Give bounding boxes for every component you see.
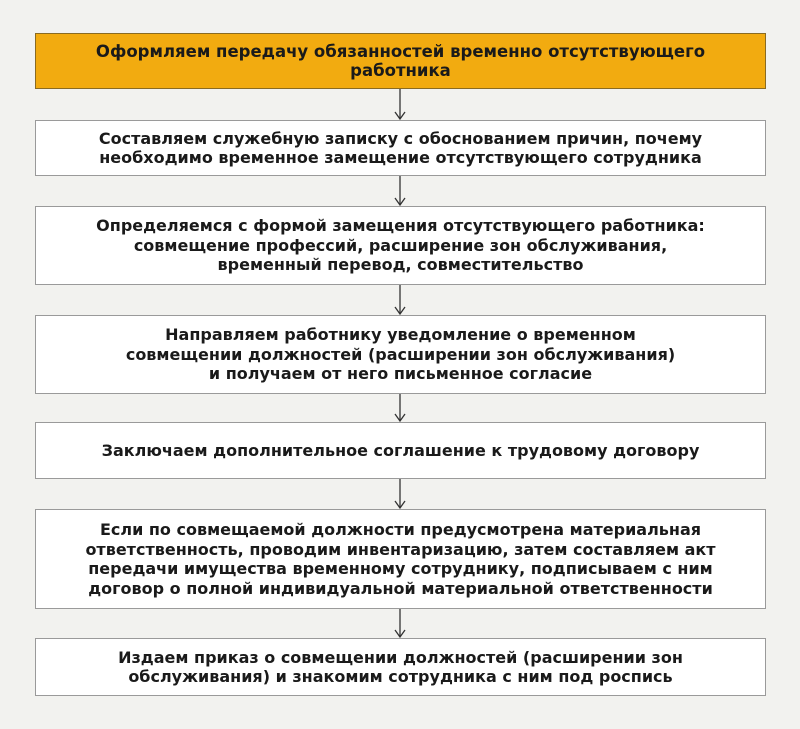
arrow-2 <box>394 176 406 206</box>
arrow-5 <box>394 479 406 509</box>
arrow-6 <box>394 609 406 638</box>
step-7: Издаем приказ о совмещении должностей (расширении зон обслуживания) и знакомим сотрудника с ним под роспись <box>35 638 766 696</box>
step-1-header: Оформляем передачу обязанностей временно отсутствующего работника <box>35 33 766 89</box>
step-5: Заключаем дополнительное соглашение к трудовому договору <box>35 422 766 479</box>
step-2: Составляем служебную записку с обоснованием причин, почему необходимо временное замещение отсутствующего сотрудника <box>35 120 766 176</box>
arrow-1 <box>394 89 406 120</box>
step-4: Направляем работнику уведомление о временном совмещении должностей (расширении зон обслуживания) и получаем от него письменное согласие <box>35 315 766 394</box>
step-3: Определяемся с формой замещения отсутствующего работника: совмещение профессий, расширение зон обслуживания, временный перевод, совместительство <box>35 206 766 285</box>
arrow-4 <box>394 394 406 422</box>
arrow-3 <box>394 285 406 315</box>
step-6: Если по совмещаемой должности предусмотрена материальная ответственность, проводим инвентаризацию, затем составляем акт передачи имущества временному сотруднику, подписываем с ним договор о полной индивидуальной материальной ответственности <box>35 509 766 609</box>
